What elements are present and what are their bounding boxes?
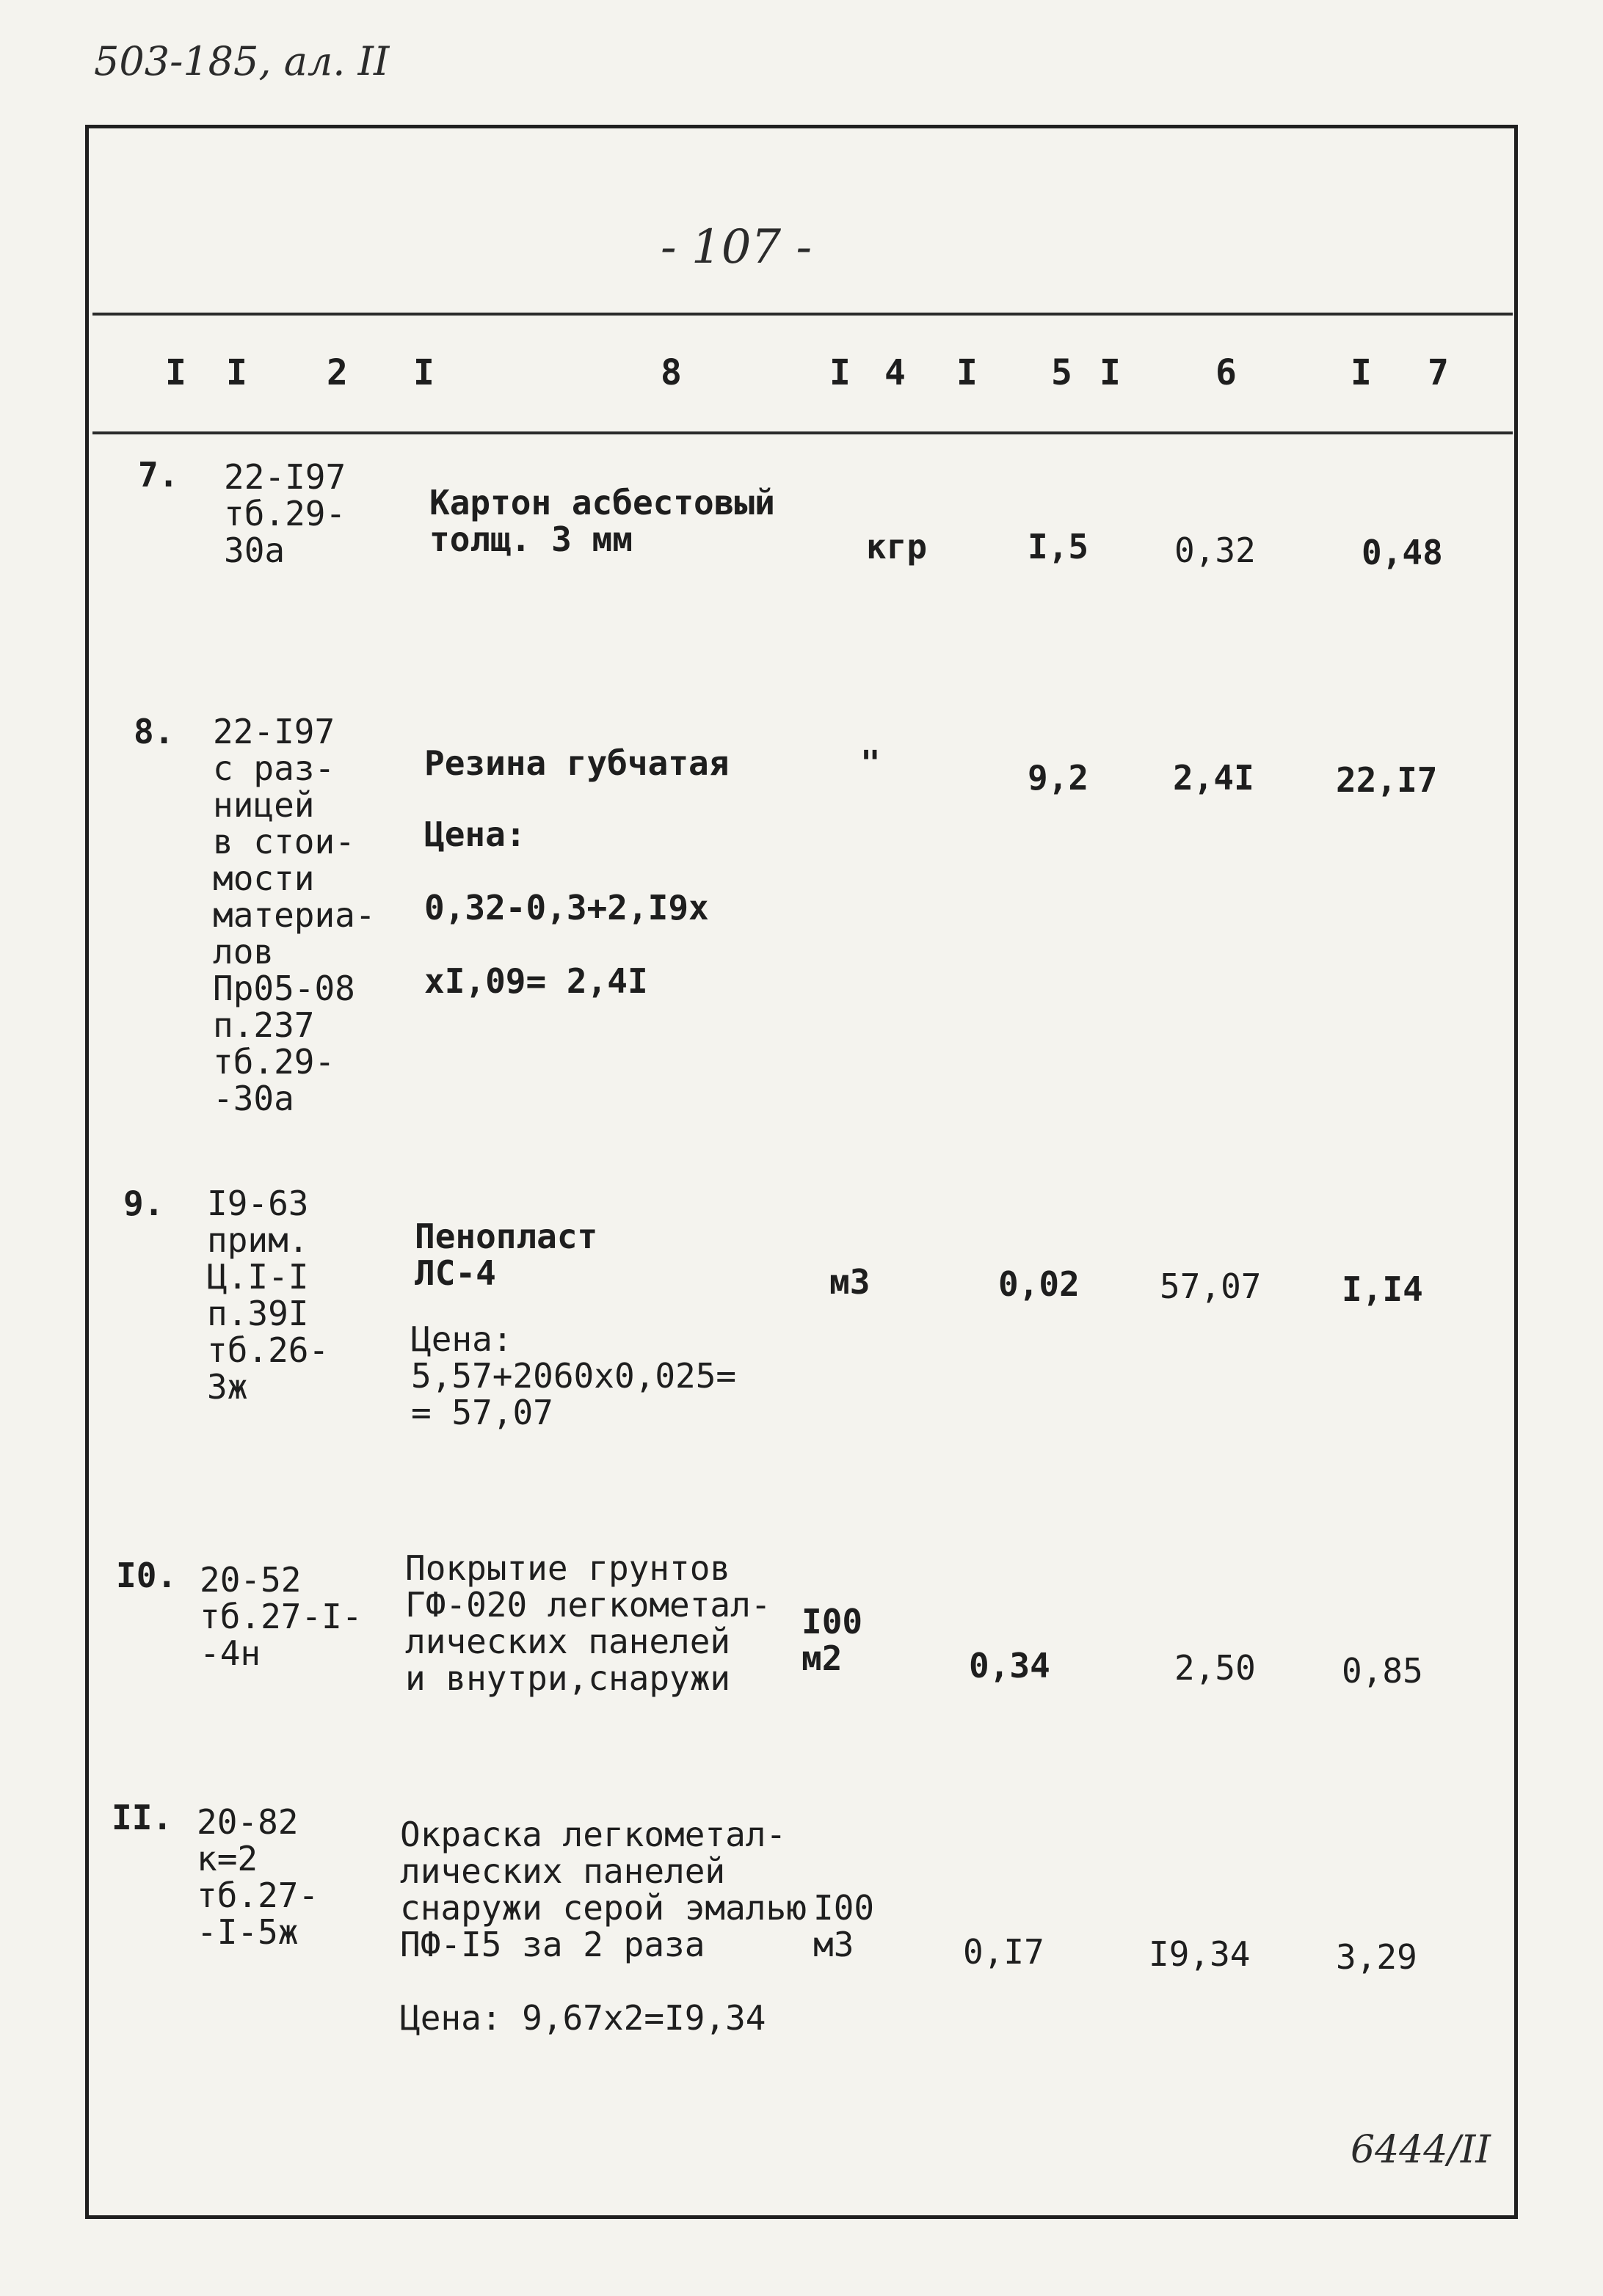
column-header-sep-7: I	[1351, 352, 1372, 393]
row-number: 8.	[134, 712, 175, 751]
row-number: 7.	[138, 455, 179, 495]
quantity: 0,I7	[963, 1932, 1044, 1972]
column-header-sep-6: I	[1099, 352, 1121, 393]
column-header-2: 2	[327, 352, 348, 393]
column-header-sep-3: I	[413, 352, 435, 393]
total-cost: 0,48	[1362, 533, 1443, 572]
quantity: I,5	[1028, 527, 1089, 566]
item-description: Покрытие грунтов ГФ-020 легкометал- лических панелей и внутри,снаружи	[405, 1548, 771, 1698]
item-description: Картон асбестовый толщ. 3 мм	[429, 483, 775, 559]
unit: кгр	[866, 527, 928, 566]
archive-number-note: 6444/II	[1351, 2128, 1491, 2172]
price-calculation: Цена: 0,32-0,3+2,I9х хI,09= 2,4I	[424, 814, 709, 1001]
header-bottom-rule	[92, 431, 1513, 434]
unit: м3	[829, 1262, 870, 1302]
total-cost: 3,29	[1336, 1937, 1417, 1977]
unit: I00 м3	[813, 1888, 875, 1964]
column-header-4: 4	[884, 352, 906, 393]
column-header-3: 8	[661, 352, 682, 393]
unit: "	[860, 743, 881, 783]
column-header-7: 7	[1428, 352, 1449, 393]
item-description: Пенопласт ЛС-4	[415, 1217, 598, 1293]
quantity: 0,34	[969, 1646, 1050, 1685]
row-number: 9.	[123, 1184, 164, 1223]
price-calculation: Цена: 5,57+2060х0,025= = 57,07	[411, 1319, 737, 1432]
quantity: 0,02	[998, 1264, 1080, 1304]
unit-price: I9,34	[1149, 1934, 1251, 1974]
document-code-note: 503-185, ал. II	[94, 38, 390, 84]
total-cost: I,I4	[1342, 1269, 1423, 1309]
row-number: I0.	[116, 1556, 178, 1595]
page-number: - 107 -	[661, 220, 813, 274]
price-calculation: Цена: 9,67х2=I9,34	[400, 1998, 766, 2038]
unit-price: 0,32	[1174, 531, 1256, 570]
unit-price: 57,07	[1160, 1267, 1262, 1306]
column-header-5: 5	[1051, 352, 1072, 393]
norm-reference: 22-I97 с раз- ницей в стои- мости материа- лов Пр05-08 п.237 тб.29- -30а	[213, 712, 376, 1118]
unit: I00 м2	[801, 1602, 863, 1678]
quantity: 9,2	[1028, 758, 1089, 798]
column-header-sep-5: I	[956, 352, 978, 393]
norm-reference: 22-I97 тб.29- 30а	[224, 457, 346, 570]
item-description: Окраска легкометал- лических панелей снаружи серой эмалью ПФ-I5 за 2 раза	[400, 1815, 807, 1964]
header-top-rule	[92, 313, 1513, 316]
column-header-sep-4: I	[829, 352, 851, 393]
column-header-sep-2: I	[226, 352, 247, 393]
column-header-sep-1: I	[165, 352, 186, 393]
unit-price: 2,50	[1174, 1648, 1256, 1688]
item-description: Резина губчатая	[424, 743, 730, 783]
total-cost: 22,I7	[1336, 760, 1438, 800]
row-number: II.	[112, 1798, 173, 1837]
column-header-6: 6	[1215, 352, 1237, 393]
norm-reference: I9-63 прим. Ц.I-I п.39I тб.26- 3ж	[207, 1184, 330, 1407]
norm-reference: 20-82 к=2 тб.27- -I-5ж	[197, 1802, 319, 1952]
unit-price: 2,4I	[1173, 758, 1254, 798]
total-cost: 0,85	[1342, 1651, 1423, 1691]
norm-reference: 20-52 тб.27-I- -4н	[200, 1560, 363, 1673]
